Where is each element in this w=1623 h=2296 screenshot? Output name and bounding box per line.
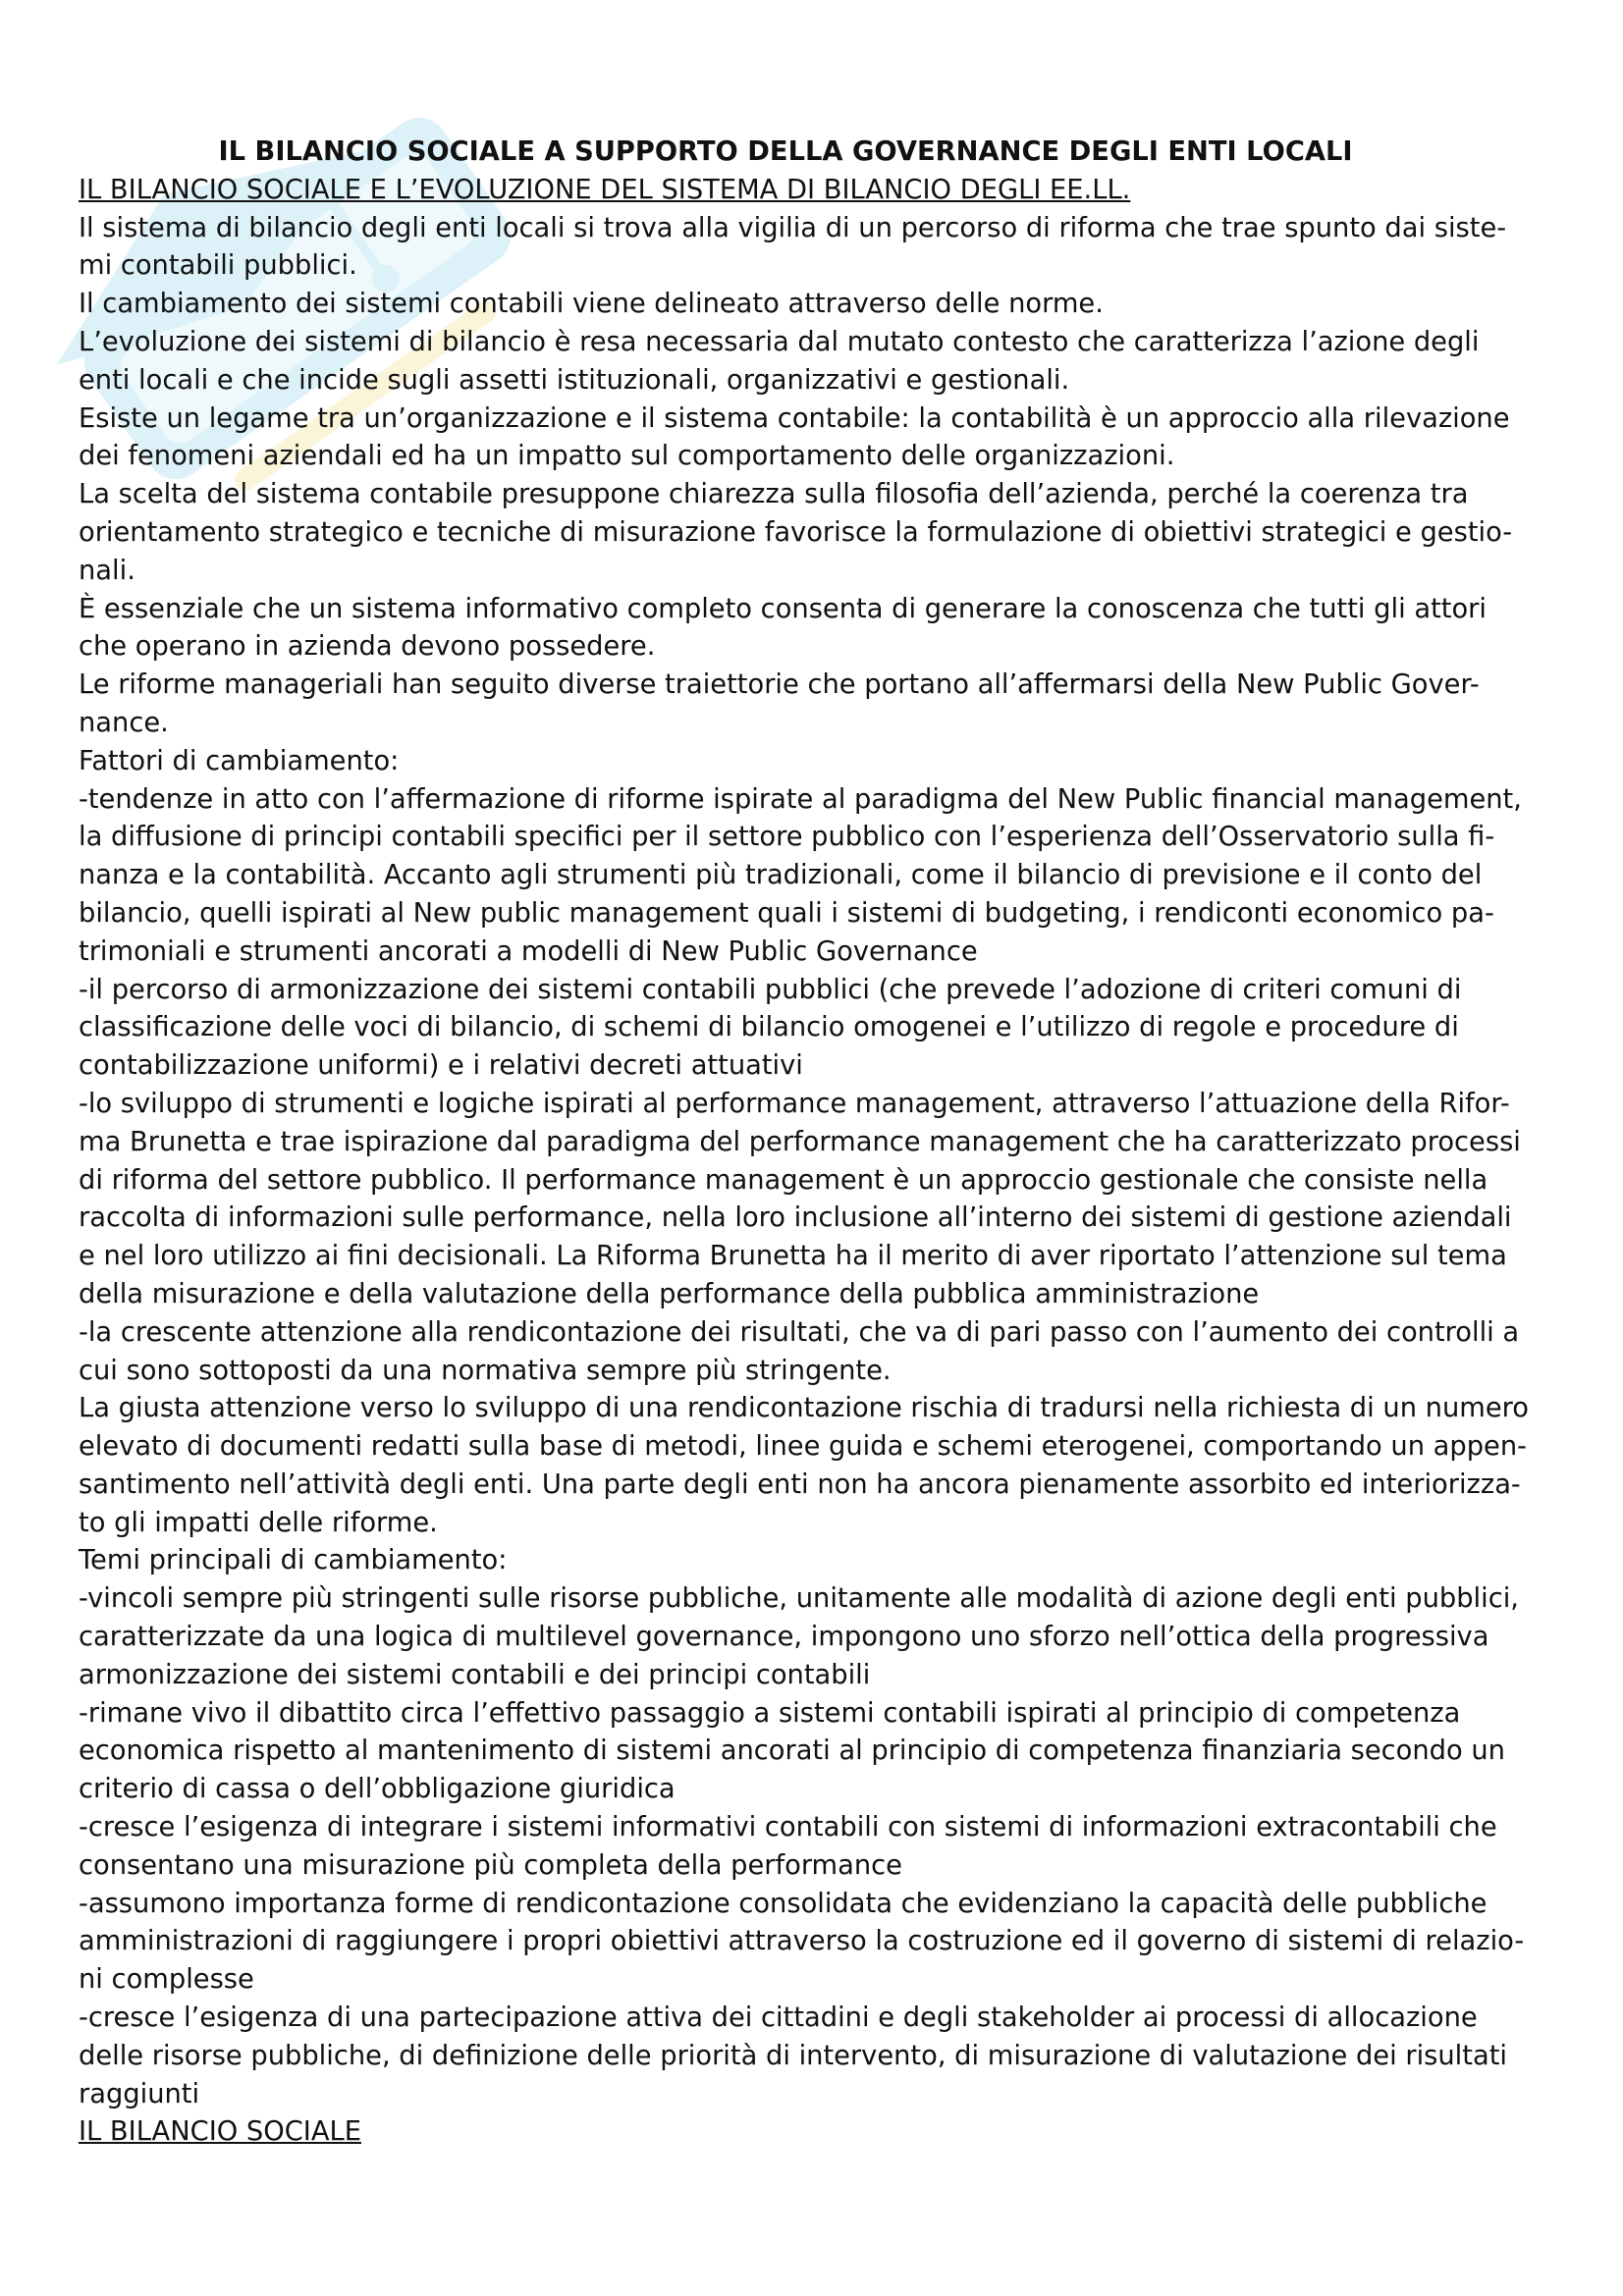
paragraph: -assumono importanza forme di rendicontazione consolidata che evidenziano la capacità delle pubbliche amministrazioni di raggiungere i propri obiettivi attraverso la costruzione ed il governo di sistemi di relazio- ni complesse bbox=[79, 1888, 1525, 1996]
paragraph: La giusta attenzione verso lo sviluppo di una rendicontazione rischia di tradursi nella richiesta di un numero elevato di documenti redatti sulla base di metodi, linee guida e schemi eterogenei, comportando un appen- santimento nell’attività degli enti. Una parte degli enti non ha ancora pienamente assorbito ed interiorizza- to gli impatti delle riforme. bbox=[79, 1393, 1529, 1538]
paragraph: -rimane vivo il dibattito circa l’effettivo passaggio a sistemi contabili ispirati al principio di competenza economica rispetto al mantenimento di sistemi ancorati al principio di competenza finanziaria secondo un criterio di cassa o dell’obbligazione giuridica bbox=[79, 1697, 1505, 1805]
paragraph-list bbox=[79, 210, 1551, 2114]
paragraph: Fattori di cambiamento: bbox=[79, 745, 400, 776]
paragraph: Il sistema di bilancio degli enti locali si trova alla vigilia di un percorso di riforma che trae spunto dai siste- mi contabili pubblici. bbox=[79, 212, 1507, 282]
paragraph: L’evoluzione dei sistemi di bilancio è resa necessaria dal mutato contesto che caratterizza l’azione degli enti locali e che incide sugli assetti istituzionali, organizzativi e gestionali. bbox=[79, 326, 1480, 396]
section-heading: IL BILANCIO SOCIALE E L’EVOLUZIONE DEL SISTEMA DI BILANCIO DEGLI EE.LL. bbox=[79, 174, 1131, 205]
paragraph: -vincoli sempre più stringenti sulle risorse pubbliche, unitamente alle modalità di azione degli enti pubblici, caratterizzate da una logica di multilevel governance, impongono uno sforzo nell’ottica della progressiva armonizzazione dei sistemi contabili e dei principi contabili bbox=[79, 1583, 1519, 1690]
document-page bbox=[79, 133, 1551, 2152]
final-heading: IL BILANCIO SOCIALE bbox=[79, 2116, 361, 2148]
paragraph: -tendenze in atto con l’affermazione di riforme ispirate al paradigma del New Public financial management, la diffusione di principi contabili specifici per il settore pubblico con l’esperienza dell’Osservatorio sulla fi- nanza e la contabilità. Accanto agli strumenti più tradizionali, come il bilancio di previsione e il conto del bilancio, quelli ispirati al New public management quali i sistemi di budgeting, i rendiconti economico pa- trimoniali e strumenti ancorati a modelli di New Public Governance bbox=[79, 783, 1522, 967]
paragraph: -la crescente attenzione alla rendicontazione dei risultati, che va di pari passo con l’aumento dei controlli a cui sono sottoposti da una normativa sempre più stringente. bbox=[79, 1316, 1520, 1386]
paragraph: Temi principali di cambiamento: bbox=[79, 1545, 508, 1576]
paragraph: Le riforme manageriali han seguito diverse traiettorie che portano all’affermarsi della New Public Gover- nance. bbox=[79, 669, 1480, 738]
paragraph: -cresce l’esigenza di integrare i sistemi informativi contabili con sistemi di informazioni extracontabili che consentano una misurazione più completa della performance bbox=[79, 1812, 1497, 1881]
paragraph: Esiste un legame tra un’organizzazione e il sistema contabile: la contabilità è un approccio alla rilevazione dei fenomeni aziendali ed ha un impatto sul comportamento delle organizzazioni. bbox=[79, 402, 1510, 472]
paragraph: È essenziale che un sistema informativo completo consenta di generare la conoscenza che tutti gli attori che operano in azienda devono possedere. bbox=[79, 593, 1487, 663]
paragraph: -lo sviluppo di strumenti e logiche ispirati al performance management, attraverso l’attuazione della Rifor- ma Brunetta e trae ispirazione dal paradigma del performance management che ha caratterizzato processi di riforma del settore pubblico. Il performance management è un approccio gestionale che consiste nella raccolta di informazioni sulle performance, nella loro inclusione all’interno dei sistemi di gestione aziendali e nel loro utilizzo ai fini decisionali. La Riforma Brunetta ha il merito di aver riportato l’attenzione sul tema della misurazione e della valutazione della performance della pubblica amministrazione bbox=[79, 1088, 1521, 1309]
paragraph: -cresce l’esigenza di una partecipazione attiva dei cittadini e degli stakeholder ai processi di allocazione delle risorse pubbliche, di definizione delle priorità di intervento, di misurazione di valutazione dei risultati raggiunti bbox=[79, 2002, 1507, 2109]
paragraph: La scelta del sistema contabile presuppone chiarezza sulla filosofia dell’azienda, perché la coerenza tra orientamento strategico e tecniche di misurazione favorisce la formulazione di obiettivi strategici e gestio- nali. bbox=[79, 479, 1513, 586]
document-title: IL BILANCIO SOCIALE A SUPPORTO DELLA GOVERNANCE DEGLI ENTI LOCALI bbox=[218, 136, 1353, 167]
paragraph: -il percorso di armonizzazione dei sistemi contabili pubblici (che prevede l’adozione di criteri comuni di classificazione delle voci di bilancio, di schemi di bilancio omogenei e l’utilizzo di regole e procedure di contabilizzazione uniformi) e i relativi decreti attuativi bbox=[79, 974, 1462, 1082]
paragraph: Il cambiamento dei sistemi contabili viene delineato attraverso delle norme. bbox=[79, 289, 1104, 320]
